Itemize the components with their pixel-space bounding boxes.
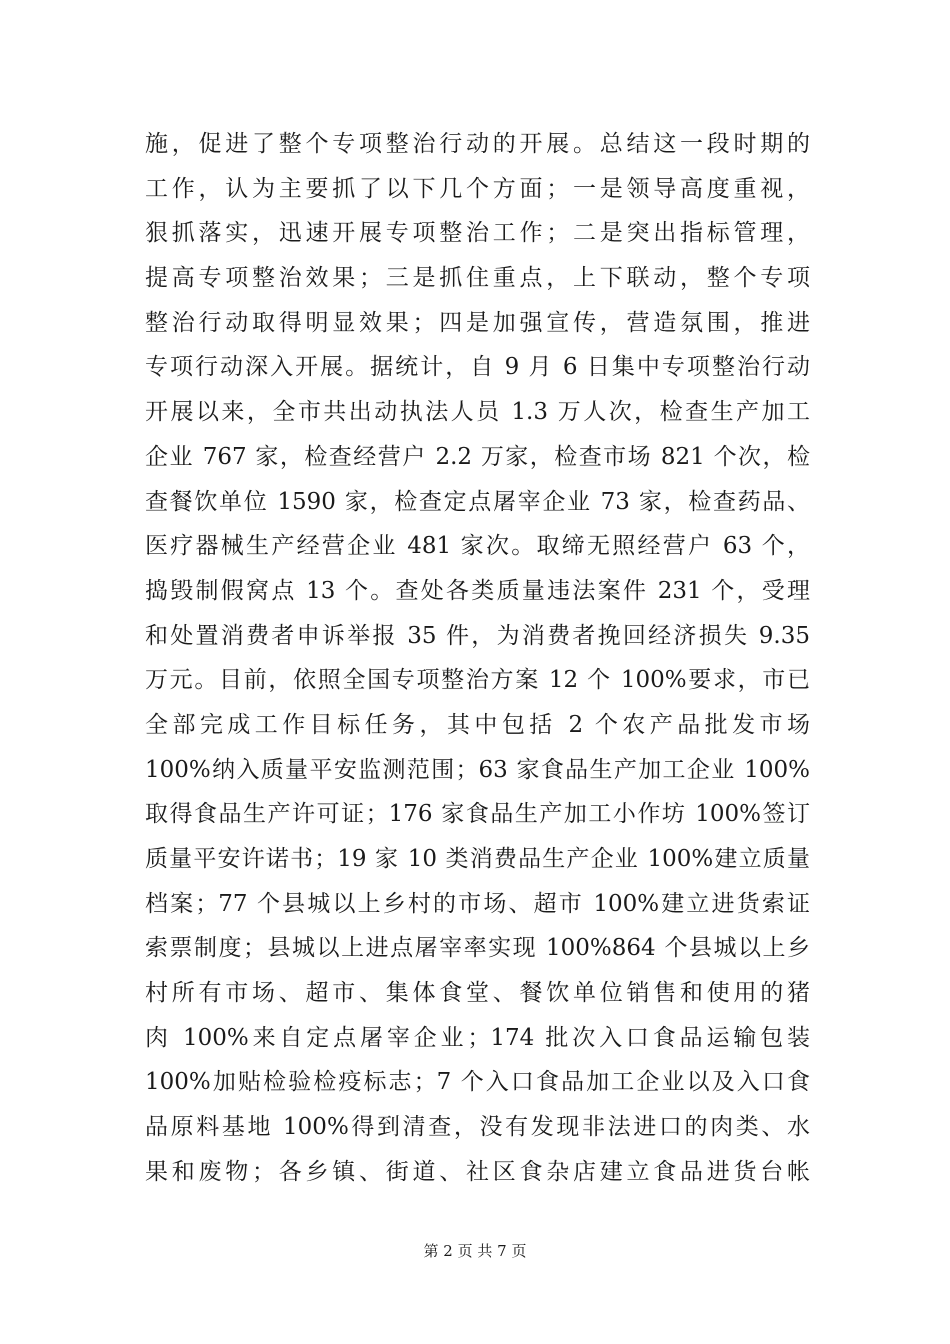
text-line: 专项行动深入开展。据统计，自 9 月 6 日集中专项整治行动 [145, 354, 810, 381]
body-text [145, 122, 810, 1195]
text-line: 查餐饮单位 1590 家，检查定点屠宰企业 73 家，检查药品、 [145, 488, 810, 515]
text-line: 施，促进了整个专项整治行动的开展。总结这一段时期的 [145, 131, 810, 157]
text-line: 村所有市场、超市、集体食堂、餐饮单位销售和使用的猪 [145, 980, 810, 1007]
text-line: 肉 100%来自定点屠宰企业；174 批次入口食品运输包装 [145, 1024, 810, 1051]
text-line: 品原料基地 100%得到清查，没有发现非法进口的肉类、水 [145, 1114, 810, 1141]
text-line: 狠抓落实，迅速开展专项整治工作；二是突出指标管理， [145, 220, 810, 247]
page-number-label: 第 2 页 共 7 页 [423, 1242, 527, 1260]
text-line: 全部完成工作目标任务，其中包括 2 个农产品批发市场 [145, 711, 810, 738]
text-line: 索票制度；县城以上进点屠宰率实现 100%864 个县城以上乡 [145, 935, 810, 962]
text-line: 质量平安许诺书；19 家 10 类消费品生产企业 100%建立质量 [145, 846, 810, 872]
text-line: 医疗器械生产经营企业 481 家次。取缔无照经营户 63 个， [145, 533, 810, 560]
text-line: 捣毁制假窝点 13 个。查处各类质量违法案件 231 个，受理 [145, 577, 810, 604]
text-line: 取得食品生产许可证；176 家食品生产加工小作坊 100%签订 [145, 801, 810, 828]
text-line: 整治行动取得明显效果；四是加强宣传，营造氛围，推进 [145, 309, 810, 336]
text-line: 提高专项整治效果；三是抓住重点，上下联动，整个专项 [145, 265, 810, 292]
text-line: 企业 767 家，检查经营户 2.2 万家，检查市场 821 个次，检 [145, 443, 810, 470]
text-line: 万元。目前，依照全国专项整治方案 12 个 100%要求，市已 [145, 667, 810, 694]
text-line: 100%加贴检验检疫标志；7 个入口食品加工企业以及入口食 [145, 1069, 810, 1096]
text-line: 工作，认为主要抓了以下几个方面；一是领导高度重视， [145, 175, 810, 202]
text-line: 100%纳入质量平安监测范围；63 家食品生产加工企业 100% [145, 756, 810, 783]
text-line: 档案；77 个县城以上乡村的市场、超市 100%建立进货索证 [145, 890, 810, 917]
text-line: 开展以来，全市共出动执法人员 1.3 万人次，检查生产加工 [145, 399, 810, 426]
text-line: 果和废物；各乡镇、街道、社区食杂店建立食品进货台帐 [145, 1158, 810, 1185]
page-footer [0, 1240, 950, 1262]
text-line: 和处置消费者申诉举报 35 件，为消费者挽回经济损失 9.35 [145, 622, 810, 649]
